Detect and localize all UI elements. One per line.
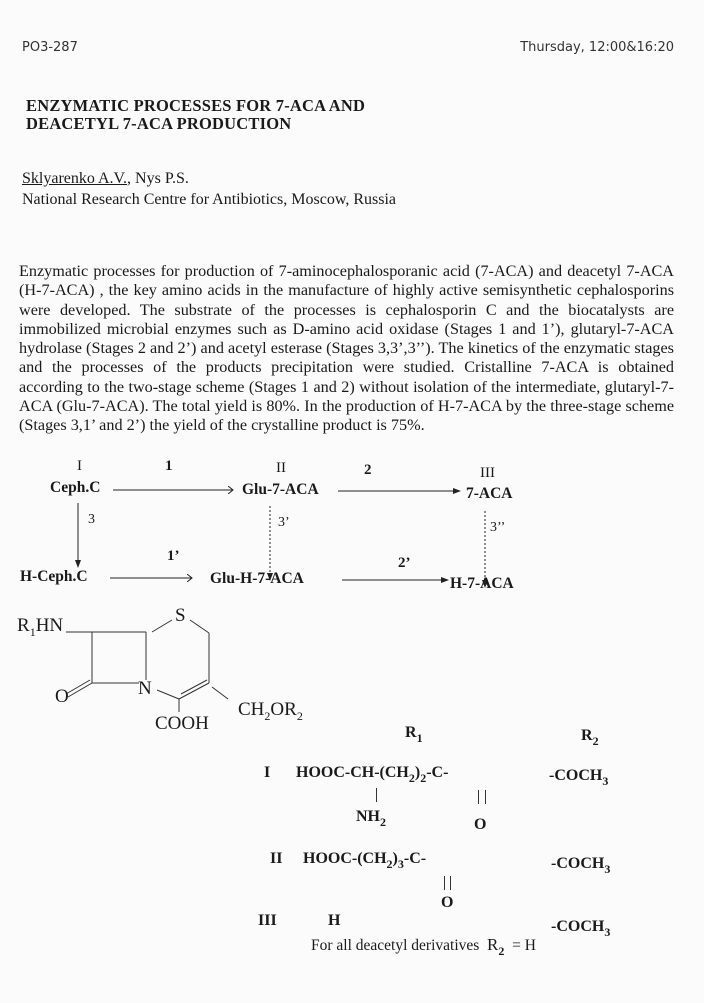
row-2-r1-b: )	[392, 850, 398, 867]
title-line-1: ENZYMATIC PROCESSES FOR 7-ACA AND	[26, 96, 366, 115]
column-header-r2	[581, 727, 599, 749]
row-1-r1-c: -C-	[426, 764, 449, 781]
stage-1-label: 1	[165, 458, 173, 474]
r2-subscript: 2	[296, 709, 303, 723]
compound-h-7-aca: H-7-ACA	[450, 575, 514, 592]
r1-subscript: 1	[29, 625, 36, 639]
row-2-roman: II	[270, 850, 283, 867]
column-header-r1	[405, 724, 423, 746]
ch-text: CH	[238, 699, 265, 720]
affiliation: National Research Centre for Antibiotics, Moscow, Russia	[22, 191, 396, 208]
roman-label-2: II	[276, 460, 286, 476]
row-2-double-bond	[444, 876, 451, 890]
footnote-eq-h: = H	[512, 937, 536, 954]
footnote-r: R	[487, 935, 499, 954]
sulfur-atom: S	[175, 605, 186, 626]
row-1-r2-text: -COCH	[549, 767, 603, 784]
co-authors: , Nys P.S.	[127, 170, 189, 187]
row-2-r1-a: HOOC-(CH	[303, 850, 387, 867]
first-author: Sklyarenko A.V.	[22, 170, 128, 187]
stage-3p-label: 3’	[278, 515, 290, 530]
row-2-r2-sub: 3	[604, 862, 611, 876]
compound-ceph-c: Ceph.C	[50, 479, 101, 496]
row-3-roman: III	[258, 912, 277, 929]
row-3-r2	[551, 918, 610, 940]
row-1-r1-a: HOOC-CH-(CH	[296, 764, 409, 781]
ch2or2-group	[238, 699, 303, 724]
footnote-r-sub: 2	[498, 944, 505, 958]
ch2-subscript: 2	[264, 709, 271, 723]
row-1-r1	[296, 764, 448, 786]
oxygen-atom: O	[55, 686, 69, 707]
row-2-r2-text: -COCH	[551, 855, 605, 872]
compound-glu-h-7-aca: Glu-H-7-ACA	[210, 570, 304, 587]
stage-2-label: 2	[364, 462, 372, 478]
footnote-text: For all deacetyl derivatives	[311, 937, 480, 954]
row-1-r2	[549, 767, 608, 789]
hn-text: HN	[35, 615, 64, 636]
cooh-group: COOH	[155, 713, 209, 734]
row-1-r1-sub2: 2	[420, 771, 427, 785]
row-3-r2-sub: 3	[604, 925, 611, 939]
stage-2p-label: 2’	[398, 555, 411, 571]
row-1-roman: I	[264, 764, 271, 781]
row-1-double-bond	[478, 790, 486, 804]
session-time: Thursday, 12:00&16:20	[520, 40, 674, 55]
abstract-text: Enzymatic processes for production of 7-aminocephalosporanic acid (7-ACA) and deacetyl 7-ACA (H-7-ACA) , the key amino acids in the manufacture of highly active semisynthetic cephalosporins were developed. The substrate of the processes is cephalosporin C and the biocatalysts are immobilized microbial enzymes such as D-amino acid oxidase (Stages 1 and 1’), glutaryl-7-ACA hydrolase (Stages 2 and 2’) and acetyl esterase (Stages 3,3’,3’’). The kinetics of the enzymatic stages and the processes of the products precipitation were studied. Cristalline 7-ACA is obtained according to the two-stage scheme (Stages 1 and 2) without isolation of the intermediate, glutaryl-7-ACA (Glu-7-ACA). The total yield is 80%. In the production of H-7-ACA by the three-stage scheme (Stages 3,1’ and 2’) the yield of the crystalline product is 75%.	[19, 262, 674, 435]
compound-h-ceph-c: H-Ceph.C	[20, 568, 88, 585]
row-1-carbonyl-o: O	[474, 816, 487, 833]
row-3-r1: H	[328, 912, 341, 929]
row-2-r1-sub2: 3	[397, 857, 404, 871]
stage-3pp-label: 3’’	[490, 520, 506, 535]
or-text: OR	[270, 699, 297, 720]
roman-label-3: III	[480, 465, 495, 481]
poster-code: PO3-287	[22, 40, 78, 55]
nitrogen-atom: N	[138, 678, 152, 699]
stage-3-label: 3	[88, 512, 95, 527]
r1-header-sub: 1	[416, 731, 423, 745]
row-1-r1-b: )	[414, 764, 421, 781]
r1-symbol: R	[17, 615, 30, 636]
compound-7-aca: 7-ACA	[466, 485, 513, 502]
row-2-carbonyl-o: O	[441, 894, 454, 911]
row-2-r1	[303, 850, 426, 872]
row-1-nh2	[356, 808, 386, 830]
row-2-r2	[551, 855, 610, 877]
row-2-r1-c: -C-	[403, 850, 427, 867]
roman-label-1: I	[77, 458, 82, 474]
row-3-r2-text: -COCH	[551, 918, 605, 935]
r2-header-sub: 2	[592, 734, 599, 748]
stage-1p-label: 1’	[167, 548, 180, 564]
title-line-2: DEACETYL 7-ACA PRODUCTION	[26, 114, 292, 133]
row-1-r1-sub1: 2	[408, 771, 415, 785]
row-1-nh-text: NH	[356, 808, 380, 825]
r2-header-text: R	[581, 727, 593, 744]
footnote	[311, 935, 536, 959]
row-1-branch-bond	[376, 788, 377, 802]
r1hn-label	[17, 615, 63, 640]
r1-header-text: R	[405, 724, 417, 741]
compound-glu-7-aca: Glu-7-ACA	[242, 481, 319, 498]
row-1-nh-sub: 2	[380, 815, 386, 829]
row-1-r2-sub: 3	[602, 774, 609, 788]
row-2-r1-sub1: 2	[386, 857, 393, 871]
